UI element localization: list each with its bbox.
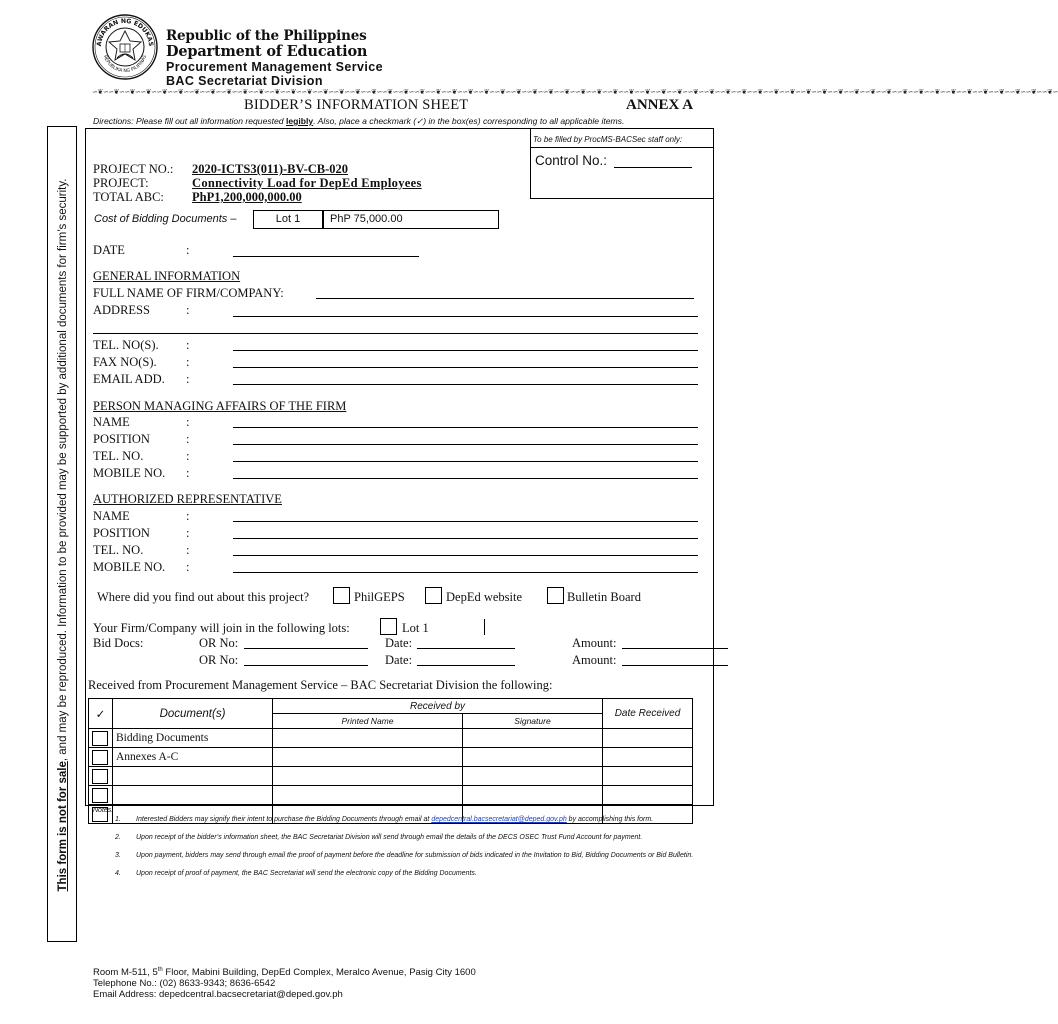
person-name-label: NAME [93, 415, 130, 429]
document-name: Annexes A-C [113, 748, 273, 767]
total-abc-value: PhP1,200,000,000.00 [192, 190, 302, 204]
received-table [88, 698, 693, 824]
authorized-rep-heading: AUTHORIZED REPRESENTATIVE [93, 492, 282, 506]
or-no-field-1[interactable] [244, 648, 368, 649]
person-tel-label: TEL. NO. [93, 449, 144, 463]
received-by-header: Received by [273, 699, 603, 714]
lot-1-label: Lot 1 [402, 621, 429, 635]
or-date-field-1[interactable] [417, 648, 515, 649]
printed-name-cell[interactable] [273, 786, 463, 805]
rep-name-colon: : [186, 509, 190, 523]
department-heading: Department of Education [166, 43, 368, 60]
cost-amount-cell: PhP 75,000.00 [323, 210, 499, 229]
svg-text:KAGAWARAN NG EDUKASYON: AWARAN NG EDUKAS [95, 17, 155, 47]
date-received-cell[interactable] [603, 748, 693, 767]
or-no-label-1: OR No: [199, 636, 239, 650]
date-received-cell[interactable] [603, 767, 693, 786]
rep-tel-field[interactable] [233, 555, 698, 556]
notes-label: Notes: [93, 807, 114, 814]
date-received-header: Date Received [603, 699, 693, 729]
sheet-title: BIDDER’S INFORMATION SHEET [244, 97, 469, 113]
signature-header: Signature [463, 714, 603, 729]
rep-name-label: NAME [93, 509, 130, 523]
address-colon: : [186, 303, 190, 317]
cost-label: Cost of Bidding Documents – [94, 213, 237, 225]
rep-name-field[interactable] [233, 521, 698, 522]
document-name [113, 767, 273, 786]
person-mobile-field[interactable] [233, 478, 698, 479]
email-link[interactable]: depedcentral.bacsecretariat@deped.gov.ph [431, 816, 567, 823]
table-row [89, 767, 693, 786]
or-no-field-2[interactable] [244, 665, 368, 666]
ornamental-divider: ∽❦∽∽❦∽∽❦∽∽❦∽∽❦∽∽❦∽∽❦∽∽❦∽∽❦∽∽❦∽∽❦∽∽❦∽∽❦∽∽❦∽∽❦∽∽❦∽∽❦∽∽❦∽∽❦∽∽❦∽∽❦∽∽❦∽∽❦∽∽❦∽∽❦∽∽❦∽∽❦∽∽❦∽∽❦∽∽❦∽∽❦∽∽❦∽∽❦∽∽❦∽∽❦∽∽❦∽∽❦∽∽❦∽∽❦∽∽❦∽∽❦∽∽❦∽∽❦∽∽❦∽∽❦∽∽❦∽∽❦∽∽❦∽∽❦∽∽❦∽∽❦∽∽❦∽∽❦∽∽❦∽∽❦∽∽❦∽∽❦∽∽❦∽∽❦∽∽❦∽ [92, 88, 1058, 96]
footer-email: Email Address: depedcentral.bacsecretariat@deped.gov.ph [93, 989, 343, 1001]
side-banner [47, 126, 77, 942]
footer-address: Room M-511, 5th Floor, Mabini Building, DepEd Complex, Meralco Avenue, Pasig City 1600 [93, 967, 476, 979]
lot-1-checkbox[interactable] [380, 618, 397, 635]
date-received-cell[interactable] [603, 729, 693, 748]
date-label-2: Date: [385, 653, 413, 667]
control-no-field[interactable] [614, 167, 692, 168]
footer-contact [93, 965, 476, 1000]
svg-text:REPUBLIKA NG PILIPINAS: REPUBLIKA NG PILIPINAS [101, 54, 149, 75]
person-mobile-colon: : [186, 466, 190, 480]
source-question: Where did you find out about this project? [97, 590, 310, 604]
deped-website-label: DepEd website [446, 590, 523, 604]
rep-tel-label: TEL. NO. [93, 543, 144, 557]
amount-label-1: Amount: [572, 636, 617, 650]
row-checkbox[interactable] [92, 769, 108, 784]
project-value: Connectivity Load for DepEd Employees [192, 176, 422, 190]
staff-box-divider [530, 147, 714, 148]
side-banner-text: This form is not for sale, and may be reproduced. Information to be provided may be supported by additional documents for firm’s security. [57, 178, 69, 892]
text-cursor [484, 619, 485, 635]
philgeps-label: PhilGEPS [354, 590, 405, 604]
person-name-field[interactable] [233, 427, 698, 428]
amount-field-2[interactable] [622, 665, 728, 666]
bulletin-board-label: Bulletin Board [567, 590, 641, 604]
person-position-colon: : [186, 432, 190, 446]
person-managing-heading: PERSON MANAGING AFFAIRS OF THE FIRM [93, 399, 347, 413]
person-position-field[interactable] [233, 444, 698, 445]
tel-nos-colon: : [186, 338, 190, 352]
service-heading: Procurement Management Service [166, 60, 383, 74]
signature-cell[interactable] [463, 786, 603, 805]
document-column-header: Document(s) [113, 699, 273, 729]
cost-lot-cell: Lot 1 [253, 210, 323, 229]
date-label-1: Date: [385, 636, 413, 650]
tel-nos-field[interactable] [233, 350, 698, 351]
signature-cell[interactable] [463, 767, 603, 786]
row-checkbox[interactable] [92, 788, 108, 803]
table-row [89, 786, 693, 805]
bulletin-board-checkbox[interactable] [547, 587, 564, 604]
date-label: DATE [93, 243, 125, 257]
document-name [113, 786, 273, 805]
row-checkbox[interactable] [92, 731, 108, 746]
person-position-label: POSITION [93, 432, 150, 446]
printed-name-cell[interactable] [273, 767, 463, 786]
tel-nos-label: TEL. NO(S). [93, 338, 159, 352]
directions-text: Directions: Please fill out all information requested legibly. Also, place a checkmark (✓) in the box(es) corresponding to all applicable items. [93, 116, 625, 126]
staff-only-note: To be filled by ProcMS-BACSec staff only: [533, 135, 683, 144]
fax-nos-colon: : [186, 355, 190, 369]
rep-position-field[interactable] [233, 538, 698, 539]
philgeps-checkbox[interactable] [333, 587, 350, 604]
date-colon: : [186, 243, 190, 257]
project-no-label: PROJECT NO.: [93, 162, 174, 176]
project-label: PROJECT: [93, 176, 149, 190]
date-received-cell[interactable] [603, 786, 693, 805]
printed-name-header: Printed Name [273, 714, 463, 729]
date-field[interactable] [233, 256, 419, 257]
amount-field-1[interactable] [622, 648, 728, 649]
or-date-field-2[interactable] [417, 665, 515, 666]
received-intro: Received from Procurement Management Service – BAC Secretariat Division the following: [88, 678, 553, 692]
amount-label-2: Amount: [572, 653, 617, 667]
email-label: EMAIL ADD. [93, 372, 165, 386]
rep-mobile-field[interactable] [233, 572, 698, 573]
control-no-label: Control No.: [535, 153, 608, 168]
rep-mobile-label: MOBILE NO. [93, 560, 166, 574]
bid-docs-label: Bid Docs: [93, 636, 144, 650]
project-no-value: 2020-ICTS3(011)-BV-CB-020 [192, 162, 349, 176]
or-no-label-2: OR No: [199, 653, 239, 667]
signature-cell[interactable] [463, 729, 603, 748]
fax-nos-field[interactable] [233, 367, 698, 368]
footer-telephone: Telephone No.: (02) 8633-9343; 8636-6542 [93, 978, 276, 990]
table-row [89, 729, 693, 748]
firm-name-label: FULL NAME OF FIRM/COMPANY: [93, 286, 284, 300]
fax-nos-label: FAX NO(S). [93, 355, 157, 369]
rep-position-colon: : [186, 526, 190, 540]
rep-mobile-colon: : [186, 560, 190, 574]
total-abc-label: TOTAL ABC: [93, 190, 164, 204]
printed-name-cell[interactable] [273, 748, 463, 767]
republic-heading: Republic of the Philippines [166, 28, 367, 44]
person-name-colon: : [186, 415, 190, 429]
email-colon: : [186, 372, 190, 386]
rep-position-label: POSITION [93, 526, 150, 540]
division-heading: BAC Secretariat Division [166, 74, 323, 88]
check-column-header: ✓ [89, 699, 113, 729]
general-info-heading: GENERAL INFORMATION [93, 269, 241, 283]
address-field-line2[interactable] [93, 333, 698, 334]
person-mobile-label: MOBILE NO. [93, 466, 166, 480]
deped-seal-logo [92, 14, 158, 80]
person-tel-field[interactable] [233, 461, 698, 462]
rep-tel-colon: : [186, 543, 190, 557]
signature-cell[interactable] [463, 748, 603, 767]
row-checkbox[interactable] [92, 750, 108, 765]
firm-name-field[interactable] [316, 298, 694, 299]
annex-label: ANNEX A [626, 97, 694, 113]
printed-name-cell[interactable] [273, 729, 463, 748]
document-name: Bidding Documents [113, 729, 273, 748]
address-label: ADDRESS [93, 303, 150, 317]
person-tel-colon: : [186, 449, 190, 463]
lots-question: Your Firm/Company will join in the following lots: [93, 621, 350, 635]
email-field[interactable] [233, 384, 698, 385]
table-row [89, 748, 693, 767]
deped-website-checkbox[interactable] [425, 587, 442, 604]
address-field[interactable] [233, 316, 698, 317]
